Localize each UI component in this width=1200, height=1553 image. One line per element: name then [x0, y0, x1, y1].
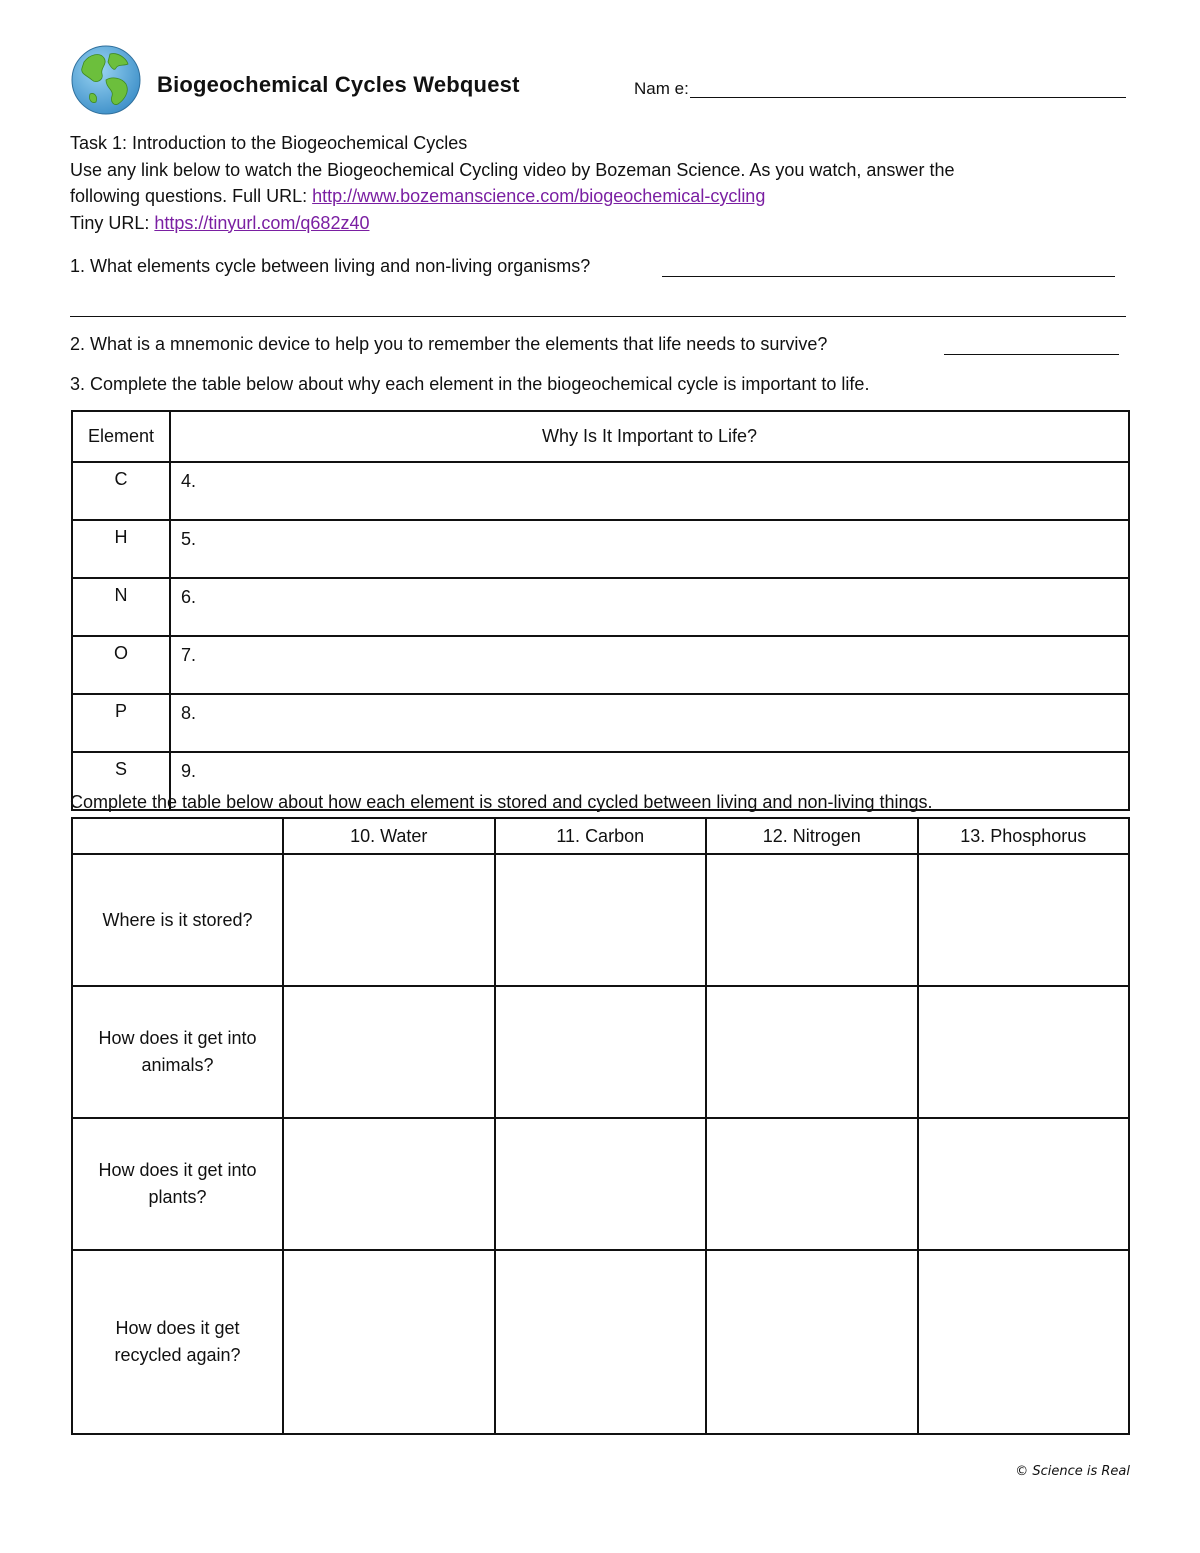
name-label: Nam e: — [634, 79, 689, 98]
full-url-label: following questions. Full URL: — [70, 186, 313, 206]
table-row — [72, 1250, 1129, 1434]
answer-cell[interactable]: 7. — [170, 636, 1129, 694]
tiny-url-label: Tiny URL: — [70, 212, 155, 233]
table-row — [72, 694, 1129, 752]
answer-cell[interactable] — [918, 1250, 1130, 1434]
answer-cell[interactable] — [283, 1250, 495, 1434]
row-label: How does it get recycled again? — [72, 1250, 283, 1434]
phosphorus-column-header: 13. Phosphorus — [918, 818, 1130, 854]
answer-cell[interactable] — [918, 1118, 1130, 1250]
element-cell: S — [72, 752, 170, 810]
full-url-link[interactable]: http://www.bozemanscience.com/biogeochemical-cycling — [312, 186, 766, 206]
task-intro — [70, 130, 1130, 236]
table-row — [72, 636, 1129, 694]
name-field-line[interactable] — [690, 97, 1126, 98]
answer-cell[interactable]: 6. — [170, 578, 1129, 636]
answer-cell[interactable] — [283, 1118, 495, 1250]
importance-column-header: Why Is It Important to Life? — [170, 411, 1129, 462]
table-row — [72, 1118, 1129, 1250]
question-3: 3. Complete the table below about why each element in the biogeochemical cycle is important to life. — [70, 374, 870, 394]
answer-cell[interactable] — [495, 1118, 707, 1250]
answer-cell[interactable] — [706, 1118, 918, 1250]
globe-icon — [70, 44, 142, 116]
table-row — [72, 578, 1129, 636]
cycles-table-prompt: Complete the table below about how each element is stored and cycled between living and non-living things. — [70, 792, 933, 812]
row-label: Where is it stored? — [72, 854, 283, 986]
element-column-header: Element — [72, 411, 170, 462]
answer-cell[interactable]: 8. — [170, 694, 1129, 752]
answer-cell[interactable]: 9. — [170, 752, 1129, 810]
answer-cell[interactable] — [706, 1250, 918, 1434]
answer-cell[interactable]: 5. — [170, 520, 1129, 578]
table-row — [72, 986, 1129, 1118]
task-instructions-line2 — [70, 183, 1130, 210]
table-row — [72, 854, 1129, 986]
row-label: How does it get into plants? — [72, 1118, 283, 1250]
page-title: Biogeochemical Cycles Webquest — [157, 72, 520, 97]
answer-cell[interactable] — [495, 854, 707, 986]
table-row — [72, 462, 1129, 520]
row-label: How does it get into animals? — [72, 986, 283, 1118]
cycles-table — [71, 817, 1130, 1435]
nitrogen-column-header: 12. Nitrogen — [706, 818, 918, 854]
question-2-answer-line[interactable] — [944, 354, 1119, 355]
element-cell: P — [72, 694, 170, 752]
cycles-table-header — [72, 818, 1129, 854]
elements-table-header — [72, 411, 1129, 462]
blank-header — [72, 818, 283, 854]
answer-cell[interactable] — [495, 1250, 707, 1434]
copyright-notice: © Science is Real — [1015, 1464, 1130, 1479]
carbon-column-header: 11. Carbon — [495, 818, 707, 854]
element-cell: N — [72, 578, 170, 636]
answer-cell[interactable] — [706, 854, 918, 986]
tiny-url-link[interactable]: https://tinyurl.com/q682z40 — [154, 212, 370, 233]
answer-cell[interactable] — [283, 986, 495, 1118]
table-row — [72, 520, 1129, 578]
answer-cell[interactable]: 4. — [170, 462, 1129, 520]
element-cell: C — [72, 462, 170, 520]
task-instructions-line1: Use any link below to watch the Biogeochemical Cycling video by Bozeman Science. As you watch, answer the — [70, 159, 955, 180]
tiny-url-line — [70, 210, 1130, 237]
water-column-header: 10. Water — [283, 818, 495, 854]
answer-cell[interactable] — [706, 986, 918, 1118]
answer-cell[interactable] — [283, 854, 495, 986]
element-cell: O — [72, 636, 170, 694]
question-1-answer-line[interactable] — [662, 276, 1115, 277]
question-1-answer-line-2[interactable] — [70, 316, 1126, 317]
question-2: 2. What is a mnemonic device to help you to remember the elements that life needs to survive? — [70, 334, 828, 354]
answer-cell[interactable] — [918, 854, 1130, 986]
task-heading: Task 1: Introduction to the Biogeochemical Cycles — [70, 133, 468, 153]
elements-table — [71, 410, 1130, 811]
element-cell: H — [72, 520, 170, 578]
answer-cell[interactable] — [918, 986, 1130, 1118]
answer-cell[interactable] — [495, 986, 707, 1118]
question-1: 1. What elements cycle between living and non-living organisms? — [70, 256, 591, 276]
